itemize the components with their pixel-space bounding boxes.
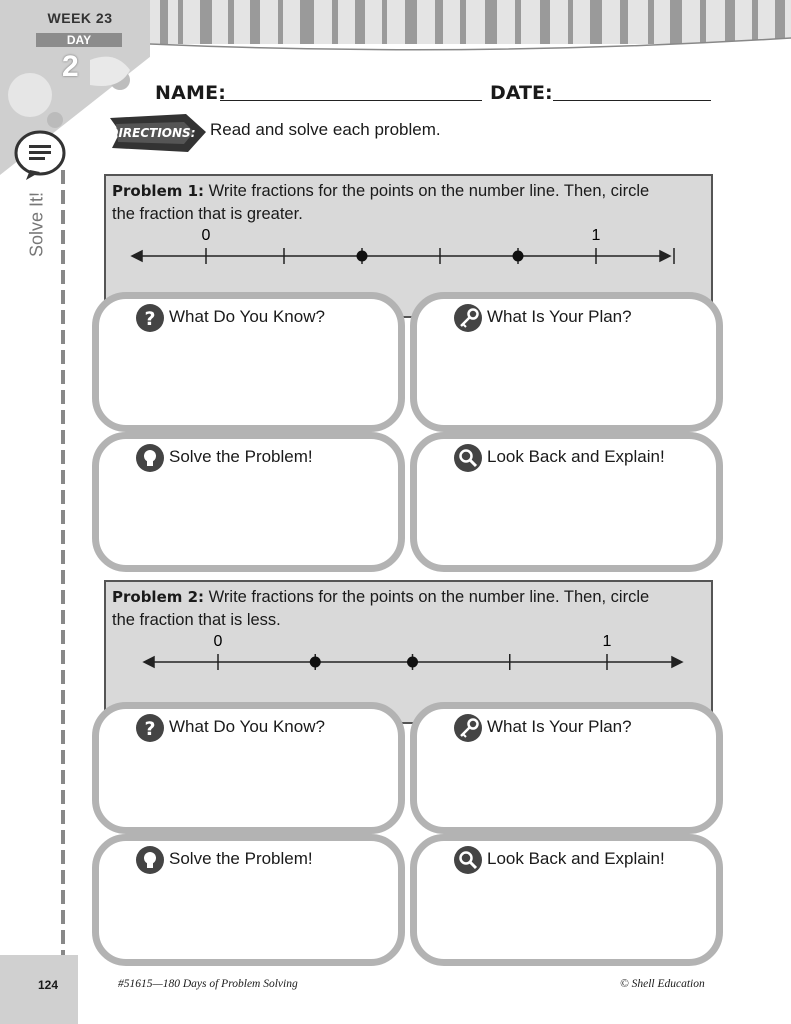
directions-flag-text: DIRECTIONS:: [108, 126, 196, 140]
directions-flag: [108, 110, 208, 156]
name-label: NAME:: [155, 82, 227, 104]
date-label: DATE:: [490, 82, 553, 104]
key-icon: [453, 303, 483, 333]
card-title: Look Back and Explain!: [487, 447, 665, 466]
question-icon: [135, 713, 165, 743]
card-what-is-your-plan-2[interactable]: [410, 702, 723, 834]
number-line-1-point: [357, 251, 368, 262]
card-title: What Do You Know?: [169, 307, 325, 326]
magnifier-icon: [453, 845, 483, 875]
number-line-2-start-label: 0: [213, 633, 223, 650]
lightbulb-icon: [135, 443, 165, 473]
card-title: What Is Your Plan?: [487, 307, 632, 326]
number-line-2-end-label: 1: [602, 633, 612, 650]
card-what-do-you-know-1[interactable]: [92, 292, 405, 432]
card-solve-the-problem-1[interactable]: [92, 432, 405, 572]
card-title: Solve the Problem!: [169, 447, 313, 466]
card-title: Solve the Problem!: [169, 849, 313, 868]
svg-text:?: ?: [144, 308, 156, 330]
key-icon: [453, 713, 483, 743]
name-date-row: [155, 82, 226, 104]
date-field[interactable]: [553, 84, 711, 101]
card-look-back-1[interactable]: [410, 432, 723, 572]
number-line-2: [106, 582, 711, 722]
card-what-do-you-know-2[interactable]: [92, 702, 405, 834]
page-number: 124: [38, 978, 59, 992]
side-dash-line: [58, 170, 68, 960]
book-title: #51615—180 Days of Problem Solving: [118, 978, 298, 990]
problem-2-line2: the fraction that is less.: [112, 611, 281, 629]
number-line-1-end-label: 1: [591, 227, 601, 244]
magnifier-icon: [453, 443, 483, 473]
svg-text:?: ?: [144, 718, 156, 740]
problem-2-label: Problem 2:: [112, 588, 205, 606]
side-label: [22, 184, 52, 274]
lightbulb-icon: [135, 845, 165, 875]
number-line-1-point: [513, 251, 524, 262]
day-label: DAY: [36, 33, 122, 47]
week-label: WEEK 23: [47, 10, 113, 26]
problem-1-line1: Write fractions for the points on the number line. Then, circle: [208, 182, 650, 200]
card-title: Look Back and Explain!: [487, 849, 665, 868]
number-line-2-point: [407, 657, 418, 668]
problem-2-line1: Write fractions for the points on the number line. Then, circle: [208, 588, 650, 606]
card-what-is-your-plan-1[interactable]: [410, 292, 723, 432]
name-field[interactable]: [220, 84, 482, 101]
number-line-1-axis: [132, 251, 670, 261]
publisher: © Shell Education: [620, 978, 705, 990]
problem-1-line2: the fraction that is greater.: [112, 205, 303, 223]
problem-1-label: Problem 1:: [112, 182, 205, 200]
number-line-1-start-label: 0: [201, 227, 211, 244]
directions-text: Read and solve each problem.: [210, 120, 441, 139]
card-title: What Do You Know?: [169, 717, 325, 736]
number-line-2-point: [310, 657, 321, 668]
question-icon: [135, 303, 165, 333]
day-number: 2: [62, 50, 79, 83]
card-title: What Is Your Plan?: [487, 717, 632, 736]
side-label-text: Solve It!: [26, 191, 47, 258]
card-look-back-2[interactable]: [410, 834, 723, 966]
header-stripes: [150, 0, 791, 60]
card-solve-the-problem-2[interactable]: [92, 834, 405, 966]
